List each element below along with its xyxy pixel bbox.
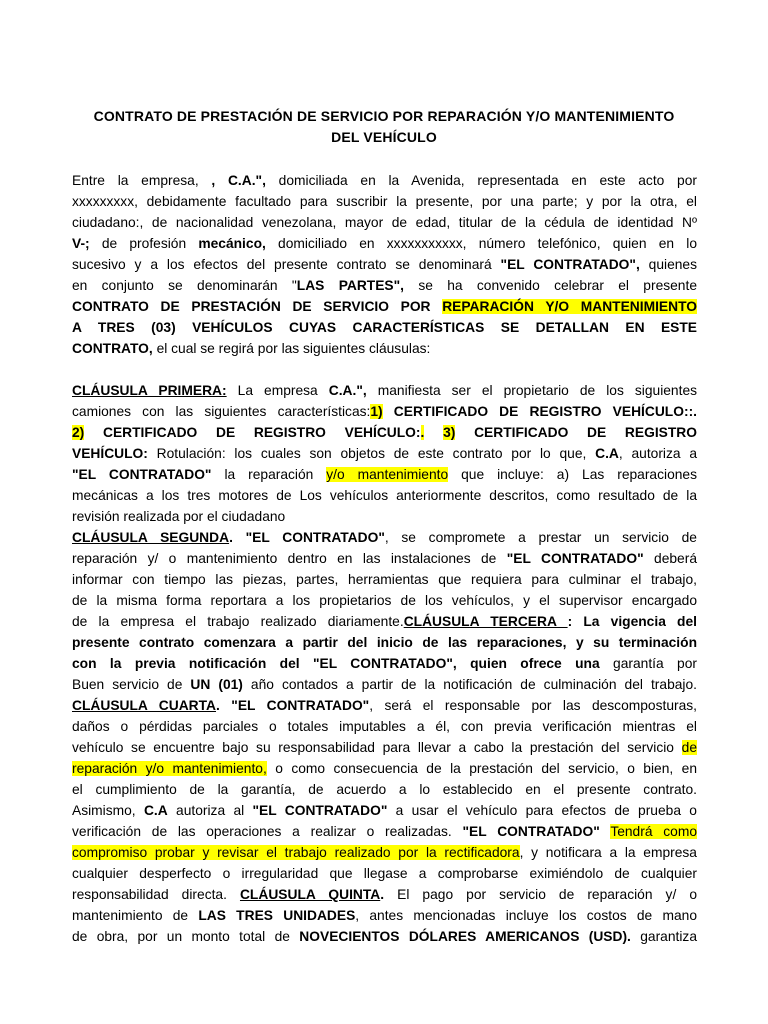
text-line: mecánicas a los tres motores de Los vehículos anteriormente descritos, como resultado de la: [72, 488, 697, 503]
text-line: camiones con las siguientes características:1) CERTIFICADO DE REGISTRO VEHÍCULO::.: [72, 404, 697, 419]
text-line: de la empresa el trabajo realizado diariamente.CLÁUSULA TERCERA : La vigencia del: [72, 614, 697, 629]
text-line: CONTRATO, el cual se regirá por las siguientes cláusulas:: [72, 341, 431, 356]
text-line: CLÁUSULA SEGUNDA. "EL CONTRATADO", se compromete a prestar un servicio de: [72, 530, 697, 545]
text-line: CLÁUSULA CUARTA. "EL CONTRATADO", será el responsable por las descomposturas,: [72, 698, 697, 713]
text-line: el cumplimiento de la garantía, de acuerdo a lo establecido en el presente contrato.: [72, 782, 697, 797]
title-line-2: DEL VEHÍCULO: [331, 129, 437, 145]
highlighted-text: 1): [370, 404, 383, 419]
text-line: de obra, por un monto total de NOVECIENTOS DÓLARES AMERICANOS (USD). garantiza: [72, 929, 697, 944]
clause-heading: CLÁUSULA SEGUNDA: [72, 530, 230, 545]
highlighted-text: 2): [72, 425, 85, 440]
highlighted-text: .: [420, 425, 425, 440]
highlighted-text: compromiso probar y revisar el trabajo realizado por la rectificadora: [72, 845, 520, 860]
text-line: vehículo se encuentre bajo su responsabilidad para llevar a cabo la prestación del servicio de: [72, 740, 697, 755]
text-line: VEHÍCULO: Rotulación: los cuales son objetos de este contrato por lo que, C.A, autoriza a: [72, 446, 697, 461]
text-line: "EL CONTRATADO" la reparación y/o mantenimiento que incluye: a) Las reparaciones: [72, 467, 697, 482]
text-line: Buen servicio de UN (01) año contados a partir de la notificación de culminación del trabajo.: [72, 677, 697, 692]
text-line: Asimismo, C.A autoriza al "EL CONTRATADO" a usar el vehículo para efectos de prueba o: [72, 803, 697, 818]
contract-title: [60, 106, 708, 148]
text-line: mantenimiento de LAS TRES UNIDADES, antes mencionadas incluye los costos de mano: [72, 908, 697, 923]
clause-heading: CLÁUSULA PRIMERA:: [72, 383, 227, 398]
highlighted-text: Tendrá como: [610, 824, 697, 839]
text-line: 2) CERTIFICADO DE REGISTRO VEHÍCULO:. 3) CERTIFICADO DE REGISTRO: [72, 425, 697, 440]
text-line: reparación y/ o mantenimiento dentro en las instalaciones de "EL CONTRATADO" deberá: [72, 551, 697, 566]
text-line: responsabilidad directa. CLÁUSULA QUINTA. El pago por servicio de reparación y/ o: [72, 887, 697, 902]
text-line: presente contrato comenzara a partir del inicio de las reparaciones, y su terminación: [72, 635, 697, 650]
text-line: sucesivo y a los efectos del presente contrato se denominará "EL CONTRATADO", quienes: [72, 257, 697, 272]
text-line: reparación y/o mantenimiento, o como consecuencia de la prestación del servicio, o bien, en: [72, 761, 698, 776]
text-line: CLÁUSULA PRIMERA: La empresa C.A.", manifiesta ser el propietario de los siguientes: [72, 383, 698, 398]
highlighted-text: y/o mantenimiento: [326, 467, 449, 482]
clause-heading: CLÁUSULA QUINTA: [239, 887, 381, 902]
contract-body: [72, 170, 697, 947]
text-line: A TRES (03) VEHÍCULOS CUYAS CARACTERÍSTICAS SE DETALLAN EN ESTE: [72, 320, 697, 335]
text-line: V-; de profesión mecánico, domiciliado en xxxxxxxxxxx, número telefónico, quien en lo: [72, 236, 698, 251]
text-line: Entre la empresa, , C.A.", domiciliada en la Avenida, representada en este acto por: [72, 173, 697, 188]
text-line: ciudadano:, de nacionalidad venezolana, mayor de edad, titular de la cédula de identidad Nº: [72, 215, 697, 230]
title-line-1: CONTRATO DE PRESTACIÓN DE SERVICIO POR REPARACIÓN Y/O MANTENIMIENTO: [93, 108, 675, 124]
text-line: verificación de las operaciones a realizar o realizadas. "EL CONTRATADO" Tendrá como: [72, 824, 697, 839]
text-line: CONTRATO DE PRESTACIÓN DE SERVICIO POR REPARACIÓN Y/O MANTENIMIENTO: [72, 299, 697, 314]
highlighted-text: REPARACIÓN Y/O MANTENIMIENTO: [442, 299, 697, 314]
highlighted-text: reparación y/o mantenimiento,: [72, 761, 267, 776]
text-line: en conjunto se denominarán "LAS PARTES", se ha convenido celebrar el presente: [72, 278, 697, 293]
text-line: revisión realizada por el ciudadano: [72, 509, 286, 524]
paragraph-spacer: [72, 359, 697, 380]
text-line: daños o pérdidas parciales o totales imputables a él, con previa verificación mientras el: [72, 719, 697, 734]
text-line: informar con tiempo las piezas, partes, herramientas que requiera para culminar el trabajo,: [72, 572, 697, 587]
text-line: cualquier desperfecto o irregularidad que llegase a comprobarse eximiéndolo de cualquier: [72, 866, 697, 881]
highlighted-text: de: [681, 740, 697, 755]
clause-heading: CLÁUSULA TERCERA: [403, 614, 568, 629]
highlighted-text: 3): [443, 425, 456, 440]
text-line: xxxxxxxxx, debidamente facultado para suscribir la presente, por una parte; y por la otra, el: [72, 194, 697, 209]
clause-heading: CLÁUSULA CUARTA: [72, 698, 217, 713]
text-line: con la previa notificación del "EL CONTRATADO", quien ofrece una garantía por: [72, 656, 697, 671]
text-line: de la misma forma reportara a los propietarios de los vehículos, y el supervisor encargado: [72, 593, 697, 608]
text-line: compromiso probar y revisar el trabajo realizado por la rectificadora, y notificara a la empresa: [72, 845, 697, 860]
